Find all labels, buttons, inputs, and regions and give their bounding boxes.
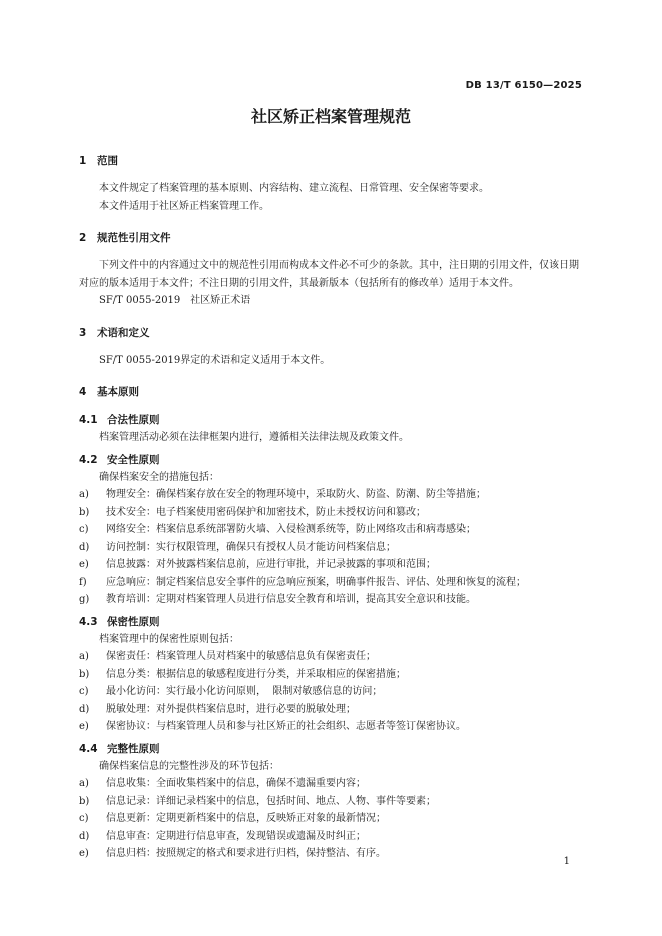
section-title: 范围 [97,155,118,167]
paragraph: 本文件规定了档案管理的基本原则、内容结构、建立流程、日常管理、安全保密等要求。 [99,183,489,194]
list-item-text: 信息披露：对外披露档案信息前，应进行审批，并记录披露的事项和范围； [106,559,436,570]
list-item-text: 保密协议：与档案管理人员和参与社区矫正的社会组织、志愿者等签订保密协议。 [106,721,466,732]
list-item-text: 保密责任：档案管理人员对档案中的敏感信息负有保密责任； [106,651,376,662]
list-item-text: 信息收集：全面收集档案中的信息，确保不遗漏重要内容； [106,778,366,789]
list-item-text: 信息更新：定期更新档案中的信息，反映矫正对象的最新情况； [106,813,386,824]
section-2-heading [79,229,583,247]
list-item [79,648,583,666]
list-item [79,810,583,828]
paragraph: 下列文件中的内容通过文中的规范性引用而构成本文件必不可少的条款。其中，注日期的引用文件，仅该日期对应的版本适用于本文件；不注日期的引用文件，其最新版本（包括所有的修改单）适用于本文件。 [79,260,579,289]
list-marker: f) [79,576,87,588]
subsection-title: 保密性原则 [107,615,160,628]
list-item-text: 信息分类：根据信息的敏感程度进行分类，并采取相应的保密措施； [106,668,406,680]
list-item [79,828,583,846]
list-item-text: 脱敏处理：对外提供档案信息时，进行必要的脱敏处理； [106,703,356,715]
list-item [79,521,583,539]
list-item [79,845,583,863]
subsection-number: 4.4 [79,742,98,755]
list-intro: 档案管理中的保密性原则包括： [99,633,239,645]
paragraph: 档案管理活动必须在法律框架内进行，遵循相关法律法规及政策文件。 [99,432,409,443]
list-item [79,683,583,701]
list-item-text: 教育培训：定期对档案管理人员进行信息安全教育和培训，提高其安全意识和技能。 [106,594,476,605]
list-marker: d) [79,703,90,715]
list-marker: b) [79,668,90,680]
normative-reference: SF/T 0055-2019 社区矫正术语 [99,295,251,306]
subsection-4-3-heading [79,613,583,631]
section-number: 1 [79,155,87,167]
subsection-4-1-heading [79,411,583,429]
list-marker: d) [79,541,90,553]
section-title: 术语和定义 [97,326,150,339]
section-1-heading [79,152,583,170]
subsection-4-4-heading [79,740,583,758]
list-item [79,591,583,609]
list-item-text: 物理安全：确保档案存放在安全的物理环境中，采取防火、防盗、防潮、防尘等措施； [106,489,486,500]
list-item [79,504,583,522]
list-item-text: 网络安全：档案信息系统部署防火墙、入侵检测系统等，防止网络攻击和病毒感染； [106,524,476,535]
page-number: 1 [563,856,570,867]
section-number: 2 [79,232,87,244]
list-marker: a) [79,778,89,789]
integrity-list [79,775,583,863]
section-title: 规范性引用文件 [97,232,171,244]
list-item-text: 信息审查：定期进行信息审查，发现错误或遗漏及时纠正； [106,830,366,842]
document-body [79,152,583,863]
section-title: 基本原则 [97,386,139,398]
list-marker: a) [79,489,89,500]
subsection-title: 完整性原则 [107,742,160,755]
list-item [79,701,583,719]
document-code: DB 13/T 6150—2025 [465,80,582,91]
list-item [79,556,583,574]
list-item [79,539,583,557]
list-item [79,486,583,504]
subsection-number: 4.2 [79,453,98,466]
list-item-text: 最小化访问：实行最小化访问原则， 限制对敏感信息的访问； [106,686,383,697]
list-marker: c) [79,686,89,697]
list-item [79,718,583,736]
list-marker: b) [79,506,90,518]
subsection-number: 4.1 [79,414,98,426]
list-item-text: 信息记录：详细记录档案中的信息，包括时间、地点、人物、事件等要素； [106,795,436,807]
subsection-number: 4.3 [79,615,98,628]
list-item-text: 信息归档：按照规定的格式和要求进行归档，保持整洁、有序。 [106,848,386,859]
paragraph: SF/T 0055-2019界定的术语和定义适用于本文件。 [99,354,331,366]
paragraph: 本文件适用于社区矫正档案管理工作。 [99,200,269,212]
list-marker: b) [79,795,90,807]
list-marker: d) [79,830,90,842]
list-marker: c) [79,524,89,535]
list-marker: e) [79,848,89,859]
confidentiality-list [79,648,583,736]
list-item [79,666,583,684]
section-number: 4 [79,386,87,398]
list-marker: g) [79,594,90,605]
document-title: 社区矫正档案管理规范 [250,107,411,126]
list-marker: e) [79,721,89,732]
section-4-heading [79,383,583,401]
subsection-4-2-heading [79,451,583,469]
list-item-text: 技术安全：电子档案使用密码保护和加密技术，防止未授权访问和篡改； [106,506,426,518]
list-intro: 确保档案安全的措施包括： [99,471,219,483]
list-marker: a) [79,651,89,662]
list-intro: 确保档案信息的完整性涉及的环节包括： [99,760,279,772]
list-marker: c) [79,813,89,824]
list-item-text: 访问控制：实行权限管理，确保只有授权人员才能访问档案信息； [106,541,396,553]
subsection-title: 合法性原则 [107,414,160,426]
list-item [79,793,583,811]
list-marker: e) [79,559,89,570]
list-item [79,574,583,592]
section-3-heading [79,324,583,342]
section-number: 3 [79,326,87,339]
security-measures-list [79,486,583,609]
list-item [79,775,583,793]
subsection-title: 安全性原则 [107,453,160,466]
list-item-text: 应急响应：制定档案信息安全事件的应急响应预案，明确事件报告、评估、处理和恢复的流程； [106,576,526,588]
